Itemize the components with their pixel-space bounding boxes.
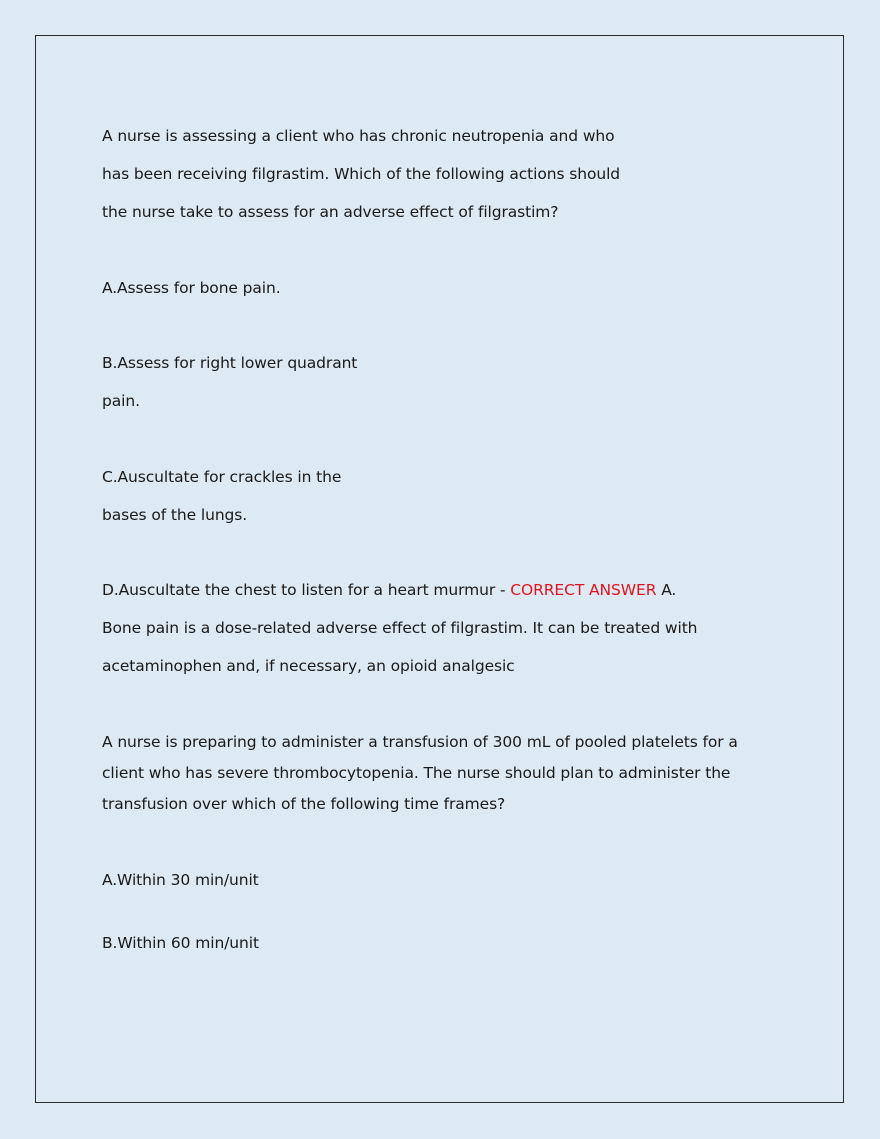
question1-stem-line2: has been receiving filgrastim. Which of the following actions should	[102, 165, 621, 183]
question1-rationale-line1: Bone pain is a dose-related adverse effect of filgrastim. It can be treated with	[102, 619, 698, 637]
question2-stem-line1: A nurse is preparing to administer a transfusion of 300 mL of pooled platelets for a	[102, 733, 738, 751]
question1-option-a: A.Assess for bone pain.	[102, 279, 281, 297]
correct-answer-label: CORRECT ANSWER	[510, 581, 657, 599]
correct-answer-letter: A.	[656, 581, 677, 599]
question2-option-b: B.Within 60 min/unit	[102, 934, 259, 952]
option-d-text: D.Auscultate the chest to listen for a heart murmur -	[102, 581, 511, 599]
question1-option-b-line1: B.Assess for right lower quadrant	[102, 354, 358, 372]
question1-option-d	[102, 580, 676, 600]
question1-option-b-line2: pain.	[102, 392, 140, 410]
question1-option-c-line1: C.Auscultate for crackles in the	[102, 468, 342, 486]
question2-stem-line2: client who has severe thrombocytopenia. The nurse should plan to administer the	[102, 764, 731, 782]
question1-rationale-line2: acetaminophen and, if necessary, an opioid analgesic	[102, 657, 515, 675]
question2-stem-line3: transfusion over which of the following time frames?	[102, 795, 506, 813]
question2-option-a: A.Within 30 min/unit	[102, 871, 259, 889]
question1-option-c-line2: bases of the lungs.	[102, 506, 248, 524]
question1-stem-line3: the nurse take to assess for an adverse effect of filgrastim?	[102, 203, 559, 221]
question1-stem-line1: A nurse is assessing a client who has chronic neutropenia and who	[102, 127, 615, 145]
